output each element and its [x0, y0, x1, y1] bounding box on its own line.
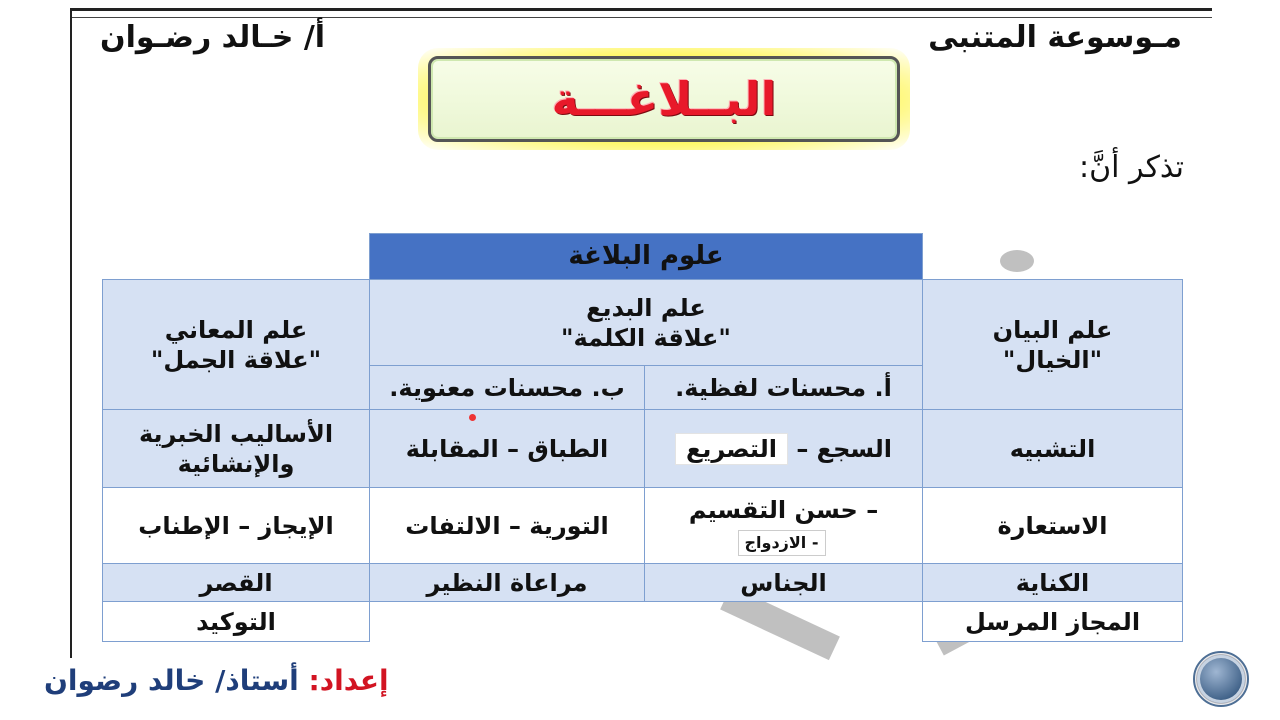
- badee-subtitle: "علاقة الكلمة": [561, 323, 731, 352]
- table-cell: المجاز المرسل: [923, 602, 1183, 642]
- table-cell: التوكيد: [103, 602, 370, 642]
- badee-title: علم البديع: [586, 293, 706, 322]
- manawi-subheader: ب. محسنات معنوية.: [370, 366, 645, 410]
- bayan-title: علم البيان: [992, 315, 1113, 344]
- main-heading: علوم البلاغة: [370, 234, 923, 280]
- table-cell: التشبيه: [923, 410, 1183, 488]
- pointer-dot: [469, 414, 476, 421]
- table-cell: الاستعارة: [923, 488, 1183, 564]
- table-cell: القصر: [103, 564, 370, 602]
- maani-subtitle: "علاقة الجمل": [150, 345, 322, 374]
- table-cell: مراعاة النظير: [370, 564, 645, 602]
- empty-cell: [370, 602, 923, 642]
- table-cell: الأساليب الخبرية والإنشائية: [103, 410, 370, 488]
- page-title: البــلاغـــة: [551, 72, 777, 126]
- table-cell: [645, 410, 923, 488]
- cell-highlight: التصريع: [675, 433, 788, 465]
- author-name: أ/ خـالد رضـوان: [100, 20, 326, 55]
- table-cell: الكناية: [923, 564, 1183, 602]
- cell-text: السجع –: [796, 434, 893, 463]
- empty-cell: [103, 234, 370, 280]
- nav-orb-icon[interactable]: [1197, 655, 1245, 703]
- bayan-header: [923, 280, 1183, 410]
- cell-text: – حسن التقسيم: [688, 496, 879, 524]
- bayan-subtitle: "الخيال": [1002, 345, 1103, 374]
- title-banner: [418, 48, 910, 150]
- lafzi-subheader: أ. محسنات لفظية.: [645, 366, 923, 410]
- footer-label: إعداد:: [308, 664, 389, 697]
- title-frame: [428, 56, 900, 142]
- empty-cell: [923, 234, 1183, 280]
- table-cell: التورية – الالتفات: [370, 488, 645, 564]
- brand-title: مـوسوعة المتنبى: [928, 20, 1182, 55]
- rhetoric-sciences-table: [102, 233, 1183, 642]
- table-cell: الطباق – المقابلة: [370, 410, 645, 488]
- footer-credit: [44, 664, 389, 697]
- maani-header: [103, 280, 370, 410]
- page-top-border: [70, 8, 1212, 18]
- cell-note: - الازدواج: [738, 530, 826, 556]
- remember-label: تذكر أنَّ:: [1079, 150, 1184, 185]
- footer-name: أستاذ/ خالد رضوان: [44, 664, 299, 697]
- table-cell: [645, 488, 923, 564]
- badee-header: [370, 280, 923, 366]
- page-left-border: [70, 8, 72, 658]
- maani-title: علم المعاني: [164, 315, 308, 344]
- table-cell: الجناس: [645, 564, 923, 602]
- table-cell: الإيجاز – الإطناب: [103, 488, 370, 564]
